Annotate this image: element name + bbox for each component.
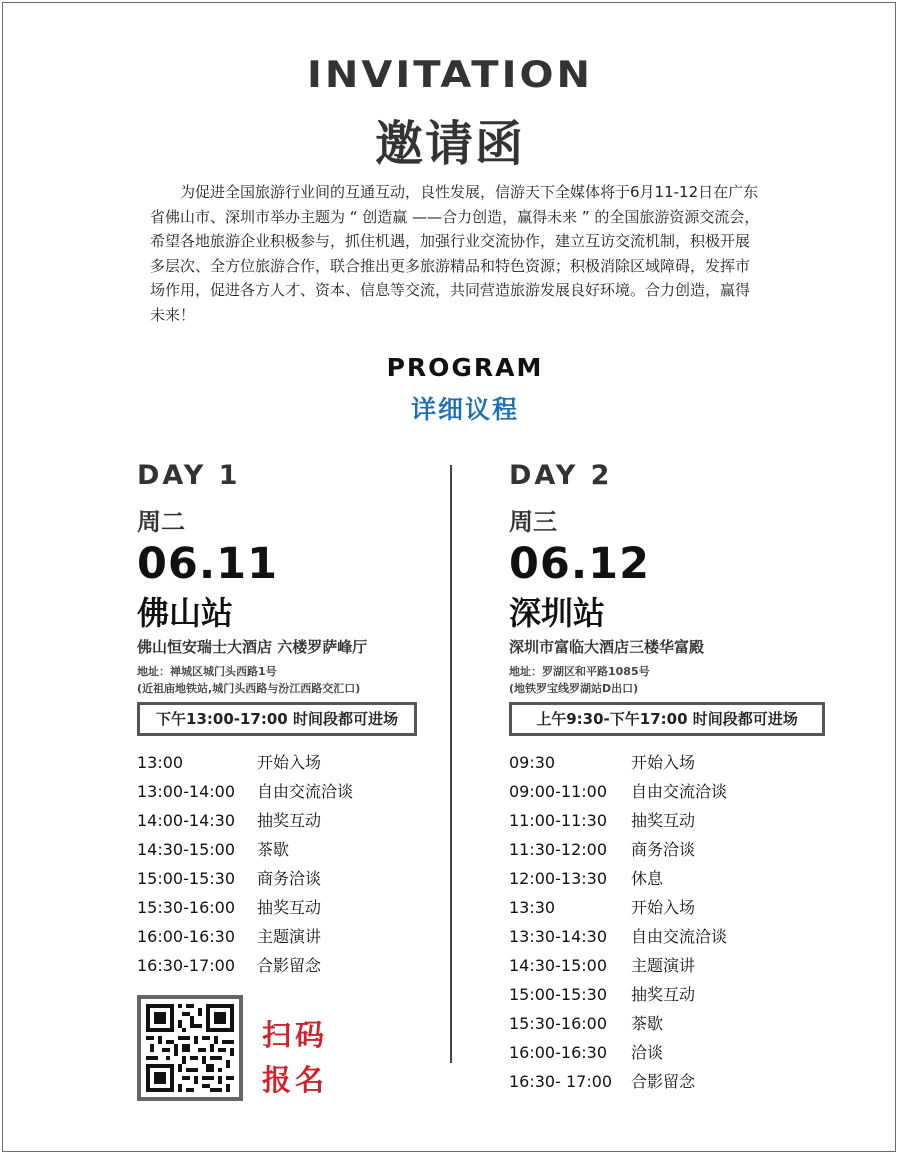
- schedule-activity: 抽奖互动: [257, 898, 322, 917]
- station-name: 深圳站: [509, 594, 606, 632]
- weekday: 周三: [509, 508, 557, 536]
- schedule-activity: 抽奖互动: [631, 811, 696, 830]
- venue-address-note: (地铁罗宝线罗湖站D出口): [509, 682, 639, 695]
- schedule-time: 15:00-15:30: [137, 869, 235, 888]
- schedule-row: [137, 925, 457, 954]
- schedule-activity: 抽奖互动: [631, 985, 696, 1004]
- weekday: 周二: [137, 508, 185, 536]
- schedule-activity: 主题演讲: [631, 956, 696, 975]
- schedule-time: 16:00-16:30: [137, 927, 235, 946]
- schedule-row: [509, 838, 829, 867]
- schedule-row: [509, 1012, 829, 1041]
- schedule-activity: 茶歇: [631, 1014, 664, 1033]
- schedule-row: [509, 780, 829, 809]
- schedule-row: [509, 983, 829, 1012]
- program-title-zh: 详细议程: [410, 395, 519, 424]
- schedule-time: 13:30-14:30: [509, 927, 607, 946]
- schedule-row: [509, 1070, 829, 1099]
- schedule-row: [509, 954, 829, 983]
- schedule-time: 13:00-14:00: [137, 782, 235, 801]
- station-name: 佛山站: [137, 594, 234, 632]
- schedule-row: [137, 867, 457, 896]
- schedule-time: 16:00-16:30: [509, 1043, 607, 1062]
- schedule-activity: 商务洽谈: [257, 869, 322, 888]
- title-en: INVITATION: [307, 53, 593, 97]
- schedule-row: [137, 838, 457, 867]
- schedule-activity: 合影留念: [257, 956, 322, 975]
- venue-address-note: (近祖庙地铁站,城门头西路与汾江西路交汇口): [137, 682, 361, 695]
- entry-time-box: 上午9:30-下午17:00 时间段都可进场: [509, 702, 825, 736]
- schedule-list: [509, 751, 829, 1099]
- schedule-time: 15:30-16:00: [137, 898, 235, 917]
- schedule-row: [509, 896, 829, 925]
- schedule-activity: 自由交流洽谈: [631, 927, 728, 946]
- schedule-time: 15:00-15:30: [509, 985, 607, 1004]
- schedule-activity: 合影留念: [631, 1072, 696, 1091]
- title-zh: 邀请函: [374, 116, 525, 172]
- schedule-time: 14:00-14:30: [137, 811, 235, 830]
- register-label: 报名: [262, 1063, 329, 1097]
- schedule-activity: 主题演讲: [257, 927, 322, 946]
- schedule-row: [509, 1041, 829, 1070]
- schedule-activity: 茶歇: [257, 840, 290, 859]
- schedule-activity: 商务洽谈: [631, 840, 696, 859]
- schedule-time: 14:30-15:00: [509, 956, 607, 975]
- schedule-time: 11:00-11:30: [509, 811, 607, 830]
- qr-code-graphic: [146, 1004, 234, 1092]
- schedule-time: 09:30: [509, 753, 556, 772]
- schedule-row: [509, 809, 829, 838]
- schedule-time: 11:30-12:00: [509, 840, 607, 859]
- scan-label: 扫码: [262, 1018, 329, 1052]
- schedule-activity: 自由交流洽谈: [257, 782, 354, 801]
- program-title-en: PROGRAM: [386, 353, 544, 382]
- schedule-list: [137, 751, 457, 983]
- schedule-time: 15:30-16:00: [509, 1014, 607, 1033]
- schedule-time: 13:30: [509, 898, 556, 917]
- schedule-time: 16:30-17:00: [137, 956, 235, 975]
- entry-time-box: 下午13:00-17:00 时间段都可进场: [137, 702, 417, 736]
- schedule-time: 13:00: [137, 753, 184, 772]
- schedule-activity: 开始入场: [257, 753, 322, 772]
- schedule-row: [137, 751, 457, 780]
- schedule-activity: 休息: [631, 869, 664, 888]
- schedule-row: [509, 925, 829, 954]
- schedule-time: 09:00-11:00: [509, 782, 607, 801]
- event-date: 06.12: [509, 539, 651, 589]
- schedule-time: 16:30- 17:00: [509, 1072, 613, 1091]
- schedule-activity: 开始入场: [631, 898, 696, 917]
- schedule-activity: 抽奖互动: [257, 811, 322, 830]
- schedule-row: [509, 867, 829, 896]
- schedule-time: 12:00-13:30: [509, 869, 607, 888]
- venue-name: 深圳市富临大酒店三楼华富殿: [509, 638, 705, 656]
- schedule-row: [509, 751, 829, 780]
- schedule-activity: 开始入场: [631, 753, 696, 772]
- schedule-activity: 洽谈: [631, 1043, 664, 1062]
- venue-name: 佛山恒安瑞士大酒店 六楼罗萨峰厅: [137, 638, 368, 656]
- qr-code-icon[interactable]: [137, 995, 243, 1101]
- intro-paragraph: 为促进全国旅游行业间的互通互动，良性发展，信游天下全媒体将于6月11-12日在广东省佛山市、深圳市举办主题为 “ 创造赢 ——合力创造，赢得未来 ” 的全国旅游资源交流会，希望各地旅游企业积极参与，抓住机遇，加强行业交流协作，建立互访交流机制，积极开展多层次、全方位旅游合作，联合推出更多旅游精品和特色资源；积极消除区域障碍，发挥市场作用，促进各方人才、资本、信息等交流，共同营造旅游发展良好环境。合力创造，赢得未来！: [150, 183, 760, 324]
- day-label: DAY 1: [137, 460, 241, 491]
- venue-address: 地址：罗湖区和平路1085号: [509, 665, 650, 678]
- schedule-row: [137, 954, 457, 983]
- day-label: DAY 2: [509, 460, 613, 491]
- schedule-row: [137, 780, 457, 809]
- schedule-time: 14:30-15:00: [137, 840, 235, 859]
- schedule-row: [137, 896, 457, 925]
- schedule-activity: 自由交流洽谈: [631, 782, 728, 801]
- venue-address: 地址：禅城区城门头西路1号: [137, 665, 277, 678]
- schedule-row: [137, 809, 457, 838]
- event-date: 06.11: [137, 539, 279, 589]
